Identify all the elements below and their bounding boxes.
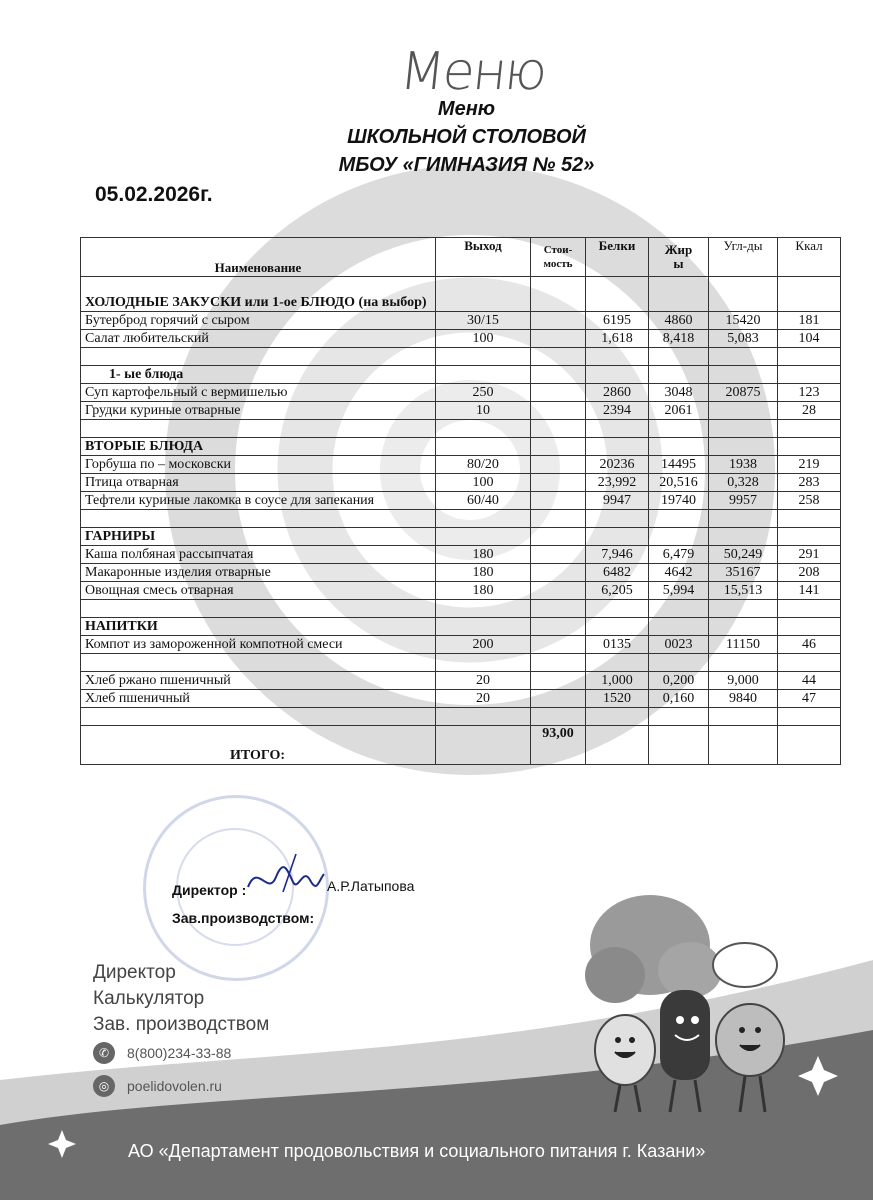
cell-protein [586,510,649,528]
cell-kcal: 47 [778,690,841,708]
cell-kcal: 123 [778,384,841,402]
cell-fat [649,510,709,528]
title-line-2: ШКОЛЬНОЙ СТОЛОВОЙ [347,126,586,148]
cell-name: Овощная смесь отварная [81,582,436,600]
cell-yield: 180 [436,564,531,582]
col-kcal: Ккал [778,238,841,277]
cell-price [531,312,586,330]
table-header-row [81,238,841,277]
blank-row [81,708,841,726]
cell-fat: 2061 [649,402,709,420]
cell-kcal [778,510,841,528]
section-row [81,277,841,312]
cell-name: Хлеб ржано пшеничный [81,672,436,690]
table-row [81,564,841,582]
cell-carbs: 9,000 [709,672,778,690]
cell-fat [649,420,709,438]
cell-protein: 20236 [586,456,649,474]
cell-name: Горбуша по – московски [81,456,436,474]
cell-protein: 1520 [586,690,649,708]
blank-row [81,420,841,438]
cell-name: Суп картофельный с вермишелью [81,384,436,402]
phone-contact [93,1042,231,1064]
cell-name [81,348,436,366]
section-row [81,438,841,456]
total-row [81,726,841,765]
blank-row [81,600,841,618]
cell-kcal: 219 [778,456,841,474]
cell-name [81,420,436,438]
cell-kcal [778,708,841,726]
table-row [81,474,841,492]
cell-yield: 30/15 [436,312,531,330]
cell-fat [649,366,709,384]
cell-price [531,618,586,636]
cell-carbs: 35167 [709,564,778,582]
cell-price [531,564,586,582]
cell-protein: 7,946 [586,546,649,564]
cell-yield [436,654,531,672]
cell-protein [586,438,649,456]
table-row [81,582,841,600]
cell-name: ХОЛОДНЫЕ ЗАКУСКИ или 1-ое БЛЮДО (на выбор) [81,277,436,312]
section-row [81,618,841,636]
cell-carbs [709,618,778,636]
cell-protein [586,348,649,366]
cell-carbs [709,277,778,312]
cell-yield: 250 [436,384,531,402]
cell-fat [649,438,709,456]
col-price-line-2: мость [543,258,573,270]
cell-price [531,438,586,456]
cell-yield: 10 [436,402,531,420]
footer-roles [93,960,269,1038]
cell-yield: 20 [436,690,531,708]
cell-kcal [778,420,841,438]
cell-price [531,420,586,438]
cell-name: 1- ые блюда [81,366,436,384]
cell-yield: 80/20 [436,456,531,474]
cell-kcal: 258 [778,492,841,510]
cell-carbs: 9840 [709,690,778,708]
table-row [81,492,841,510]
cell-protein [586,366,649,384]
cell-fat: 4642 [649,564,709,582]
cell-carbs: 11150 [709,636,778,654]
mascot-illustration [540,880,830,1120]
cell-name [81,654,436,672]
cell-kcal [778,348,841,366]
cell-carbs: 50,249 [709,546,778,564]
cell-yield [436,708,531,726]
website-contact [93,1075,222,1097]
cell-yield [436,277,531,312]
cell-price [531,546,586,564]
cell-kcal: 46 [778,636,841,654]
role-calculator: Калькулятор [93,988,205,1009]
cell-price [531,474,586,492]
col-protein: Белки [586,238,649,277]
table-row [81,402,841,420]
cell-yield [436,510,531,528]
phone-icon: ✆ [93,1042,115,1064]
menu-table [80,237,841,765]
cell-price [531,582,586,600]
cell-carbs [709,402,778,420]
cell-kcal: 141 [778,582,841,600]
title-line-3: МБОУ «ГИМНАЗИЯ № 52» [338,154,595,176]
total-fat-cell [649,726,709,765]
cell-protein: 6195 [586,312,649,330]
cell-protein [586,708,649,726]
role-director: Директор [93,962,176,983]
cell-yield [436,348,531,366]
cell-kcal [778,438,841,456]
cell-kcal [778,618,841,636]
cell-fat: 3048 [649,384,709,402]
cell-protein: 6482 [586,564,649,582]
blank-row [81,654,841,672]
cell-fat [649,277,709,312]
cell-name [81,600,436,618]
cell-fat: 4860 [649,312,709,330]
cell-carbs [709,510,778,528]
cell-yield: 180 [436,582,531,600]
cell-kcal [778,528,841,546]
total-kcal-cell [778,726,841,765]
cell-protein [586,600,649,618]
cell-yield [436,366,531,384]
cell-fat: 0023 [649,636,709,654]
handwritten-title: Меню [396,42,549,102]
cell-price [531,384,586,402]
cell-protein: 2860 [586,384,649,402]
website-link: poelidovolen.ru [127,1078,222,1094]
cell-name: Макаронные изделия отварные [81,564,436,582]
cell-protein: 6,205 [586,582,649,600]
cell-price [531,402,586,420]
cell-carbs: 15,513 [709,582,778,600]
cell-price [531,600,586,618]
cell-yield: 100 [436,330,531,348]
cell-price [531,528,586,546]
cell-name: Птица отварная [81,474,436,492]
cell-kcal: 208 [778,564,841,582]
cell-protein: 0135 [586,636,649,654]
cell-protein: 9947 [586,492,649,510]
title-line-1: Меню [437,98,496,120]
cell-yield: 180 [436,546,531,564]
menu-body [81,277,841,726]
col-carbs: Угл-ды [709,238,778,277]
section-row [81,366,841,384]
cell-kcal: 28 [778,402,841,420]
cell-protein: 1,000 [586,672,649,690]
cell-price [531,636,586,654]
section-row [81,528,841,546]
cell-name: Компот из замороженной компотной смеси [81,636,436,654]
cell-yield [436,528,531,546]
cell-yield: 100 [436,474,531,492]
cell-price [531,348,586,366]
director-signature [238,852,328,902]
total-protein-cell [586,726,649,765]
cell-fat [649,348,709,366]
table-row [81,636,841,654]
menu-title [0,95,873,179]
cell-kcal [778,277,841,312]
table-row [81,330,841,348]
table-row [81,312,841,330]
cell-fat [649,600,709,618]
cell-kcal: 44 [778,672,841,690]
cell-name: НАПИТКИ [81,618,436,636]
table-row [81,690,841,708]
col-fat-line-2: ы [673,256,684,271]
cell-fat [649,708,709,726]
table-row [81,456,841,474]
col-fat-line-1: Жир [664,242,693,257]
cell-carbs: 5,083 [709,330,778,348]
total-price: 93,00 [531,726,586,765]
cell-price [531,330,586,348]
cell-carbs: 15420 [709,312,778,330]
cell-protein [586,654,649,672]
menu-date: 05.02.2026г. [95,183,213,206]
cell-protein [586,420,649,438]
cell-name [81,708,436,726]
cell-name: ГАРНИРЫ [81,528,436,546]
cell-yield [436,618,531,636]
cell-fat: 14495 [649,456,709,474]
cell-price [531,690,586,708]
cell-carbs: 20875 [709,384,778,402]
cell-carbs: 0,328 [709,474,778,492]
cell-fat: 8,418 [649,330,709,348]
cell-kcal: 283 [778,474,841,492]
total-carbs-cell [709,726,778,765]
cell-name: Хлеб пшеничный [81,690,436,708]
cell-protein: 23,992 [586,474,649,492]
cell-fat: 20,516 [649,474,709,492]
col-name: Наименование [81,238,436,277]
cell-carbs [709,708,778,726]
cell-fat: 0,200 [649,672,709,690]
cell-carbs [709,438,778,456]
blank-row [81,348,841,366]
cell-protein: 1,618 [586,330,649,348]
cell-fat: 0,160 [649,690,709,708]
cell-price [531,672,586,690]
col-fat [649,238,709,277]
cell-fat [649,618,709,636]
table-row [81,384,841,402]
col-yield: Выход [436,238,531,277]
col-price-line-1: Стои- [543,244,573,256]
cell-price [531,510,586,528]
cell-name [81,510,436,528]
total-yield-cell [436,726,531,765]
table-row [81,672,841,690]
cell-kcal: 104 [778,330,841,348]
cell-carbs [709,528,778,546]
director-label: Директор : [172,882,247,898]
total-label: ИТОГО: [81,726,436,765]
cell-carbs [709,366,778,384]
cell-price [531,366,586,384]
cell-protein [586,528,649,546]
cell-name: Бутерброд горячий с сыром [81,312,436,330]
globe-icon: ◎ [93,1075,115,1097]
cell-carbs: 9957 [709,492,778,510]
col-price [531,238,586,277]
director-name: А.Р.Латыпова [327,878,415,894]
cell-carbs [709,348,778,366]
cell-price [531,277,586,312]
role-production: Зав. производством [93,1014,270,1035]
cell-carbs [709,600,778,618]
cell-name: Грудки куриные отварные [81,402,436,420]
organization-name: АО «Департамент продовольствия и социального питания г. Казани» [128,1141,706,1161]
cell-fat: 5,994 [649,582,709,600]
cell-name: Каша полбяная рассыпчатая [81,546,436,564]
cell-yield [436,438,531,456]
cell-kcal [778,600,841,618]
cell-carbs [709,654,778,672]
cell-kcal [778,366,841,384]
blank-row [81,510,841,528]
cell-yield [436,420,531,438]
cell-kcal: 181 [778,312,841,330]
cell-fat: 19740 [649,492,709,510]
cell-carbs: 1938 [709,456,778,474]
cell-price [531,708,586,726]
table-row [81,546,841,564]
cell-kcal [778,654,841,672]
cell-kcal: 291 [778,546,841,564]
cell-price [531,492,586,510]
production-label: Зав.производством: [172,910,315,926]
cell-protein [586,618,649,636]
cell-name: Тефтели куриные лакомка в соусе для запекания [81,492,436,510]
cell-price [531,654,586,672]
cell-yield: 20 [436,672,531,690]
cell-yield: 60/40 [436,492,531,510]
cell-name: ВТОРЫЕ БЛЮДА [81,438,436,456]
cell-fat: 6,479 [649,546,709,564]
cell-protein: 2394 [586,402,649,420]
cell-yield: 200 [436,636,531,654]
cell-fat [649,654,709,672]
cell-price [531,456,586,474]
cell-carbs [709,420,778,438]
cell-protein [586,277,649,312]
cell-yield [436,600,531,618]
cell-fat [649,528,709,546]
phone-number: 8(800)234-33-88 [127,1045,232,1061]
cell-name: Салат любительский [81,330,436,348]
